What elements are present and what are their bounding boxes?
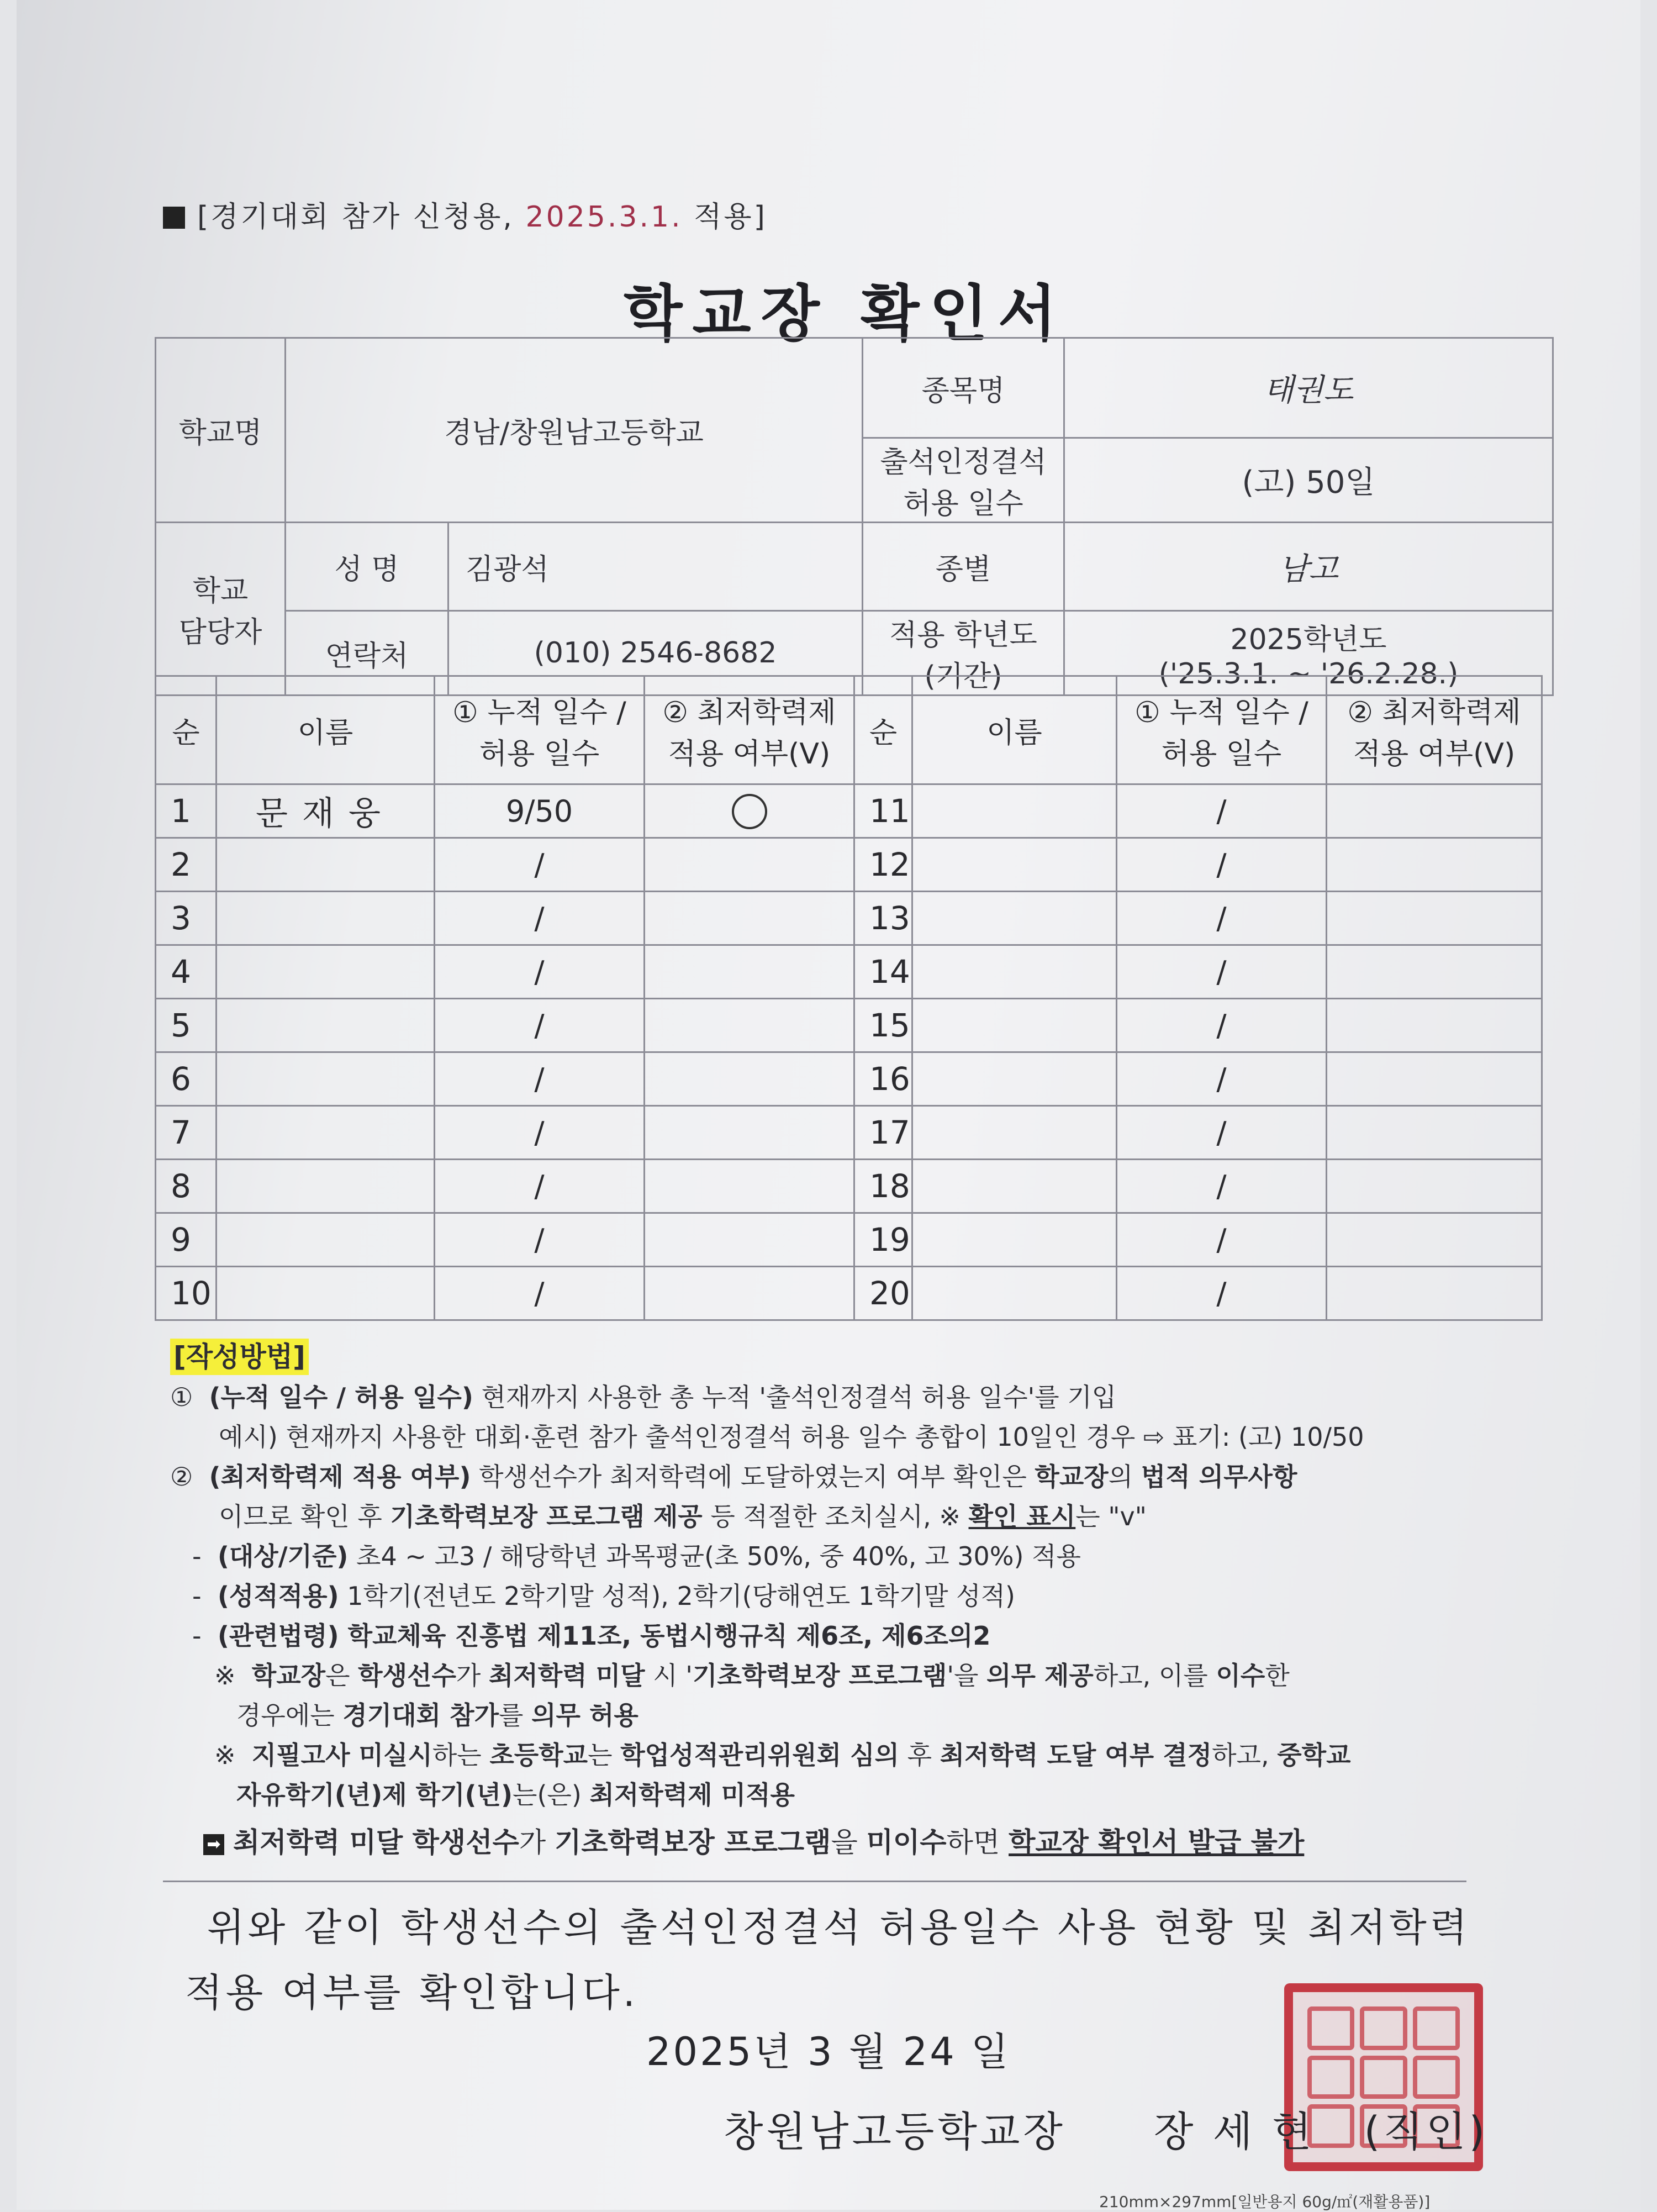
student-name <box>912 1052 1117 1106</box>
year-label: 적용 학년도 (기간) <box>863 611 1064 696</box>
paper-spec-footer: 210mm×297mm[일반용지 60g/㎡(재활용품)] <box>1099 2193 1431 2211</box>
cumulative-days: / <box>1117 1052 1327 1106</box>
student-name <box>217 892 435 945</box>
cumulative-days: / <box>435 1213 645 1267</box>
cumulative-days: / <box>435 1052 645 1106</box>
sport-value: 태권도 <box>1064 338 1553 438</box>
table-row <box>156 1052 1542 1106</box>
row-number: 2 <box>156 838 217 892</box>
circle-mark-icon <box>732 794 767 829</box>
header-name: 이름 <box>912 676 1117 784</box>
table-row <box>156 1160 1542 1213</box>
header-days: ① 누적 일수 / 허용 일수 <box>435 676 645 784</box>
table-row <box>156 1267 1542 1320</box>
cumulative-days: / <box>435 1267 645 1320</box>
manager-label: 학교 담당자 <box>156 523 286 696</box>
instruction-1: ① (누적 일수 / 허용 일수) 현재까지 사용한 총 누적 '출석인정결석 허용 일수'를 기입 <box>170 1382 1117 1412</box>
student-name <box>217 999 435 1052</box>
note-2-cont: 자유학기(년)제 학기(년)는(은) 최저학력제 미적용 <box>236 1780 795 1810</box>
row-number: 20 <box>854 1267 912 1320</box>
cumulative-days: / <box>1117 1213 1327 1267</box>
row-number: 14 <box>854 945 912 999</box>
min-academic-check <box>645 1106 854 1160</box>
document-title: 학교장 확인서 <box>624 278 1067 349</box>
divider <box>163 1881 1466 1882</box>
type-label: 종별 <box>863 523 1064 611</box>
cumulative-days: / <box>435 892 645 945</box>
document-sheet <box>17 0 1640 2210</box>
info-table <box>155 337 1554 696</box>
row-number: 7 <box>156 1106 217 1160</box>
instruction-1-example: 예시) 현재까지 사용한 대회·훈련 참가 출석인정결석 허용 일수 총합이 10일인 경우 ⇨ 표기: (고) 10/50 <box>219 1422 1364 1452</box>
min-academic-check <box>1327 1267 1542 1320</box>
row-number: 6 <box>156 1052 217 1106</box>
roster-table <box>155 675 1543 1321</box>
instructions-heading: [작성방법] <box>170 1339 309 1375</box>
cumulative-days: / <box>1117 1160 1327 1213</box>
student-name <box>912 1213 1117 1267</box>
row-number: 9 <box>156 1213 217 1267</box>
cumulative-days: / <box>1117 1267 1327 1320</box>
final-warning: ➡ 최저학력 미달 학생선수가 기초학력보장 프로그램을 미이수하면 학교장 확인서 발급 불가 <box>170 1823 1529 1862</box>
min-academic-check <box>1327 945 1542 999</box>
sign-date: 2025년 3 월 24 일 <box>646 2029 1011 2074</box>
cumulative-days: / <box>1117 945 1327 999</box>
header-min-academic: ② 최저학력제 적용 여부(V) <box>1327 676 1542 784</box>
table-row <box>156 999 1542 1052</box>
year-value: 2025학년도 ('25.3.1. ~ '26.2.28.) <box>1064 611 1553 696</box>
confirmation-statement: 위와 같이 학생선수의 출석인정결석 허용일수 사용 현황 및 최저학력 적용 여부를 확인합니다. <box>185 1905 1471 2015</box>
table-row <box>156 784 1542 838</box>
student-name <box>217 1106 435 1160</box>
instruction-2-cont: 이므로 확인 후 기초학력보장 프로그램 제공 등 적절한 조치실시, ※ 확인 표시는 "v" <box>219 1502 1147 1531</box>
cumulative-days: / <box>435 999 645 1052</box>
row-number: 11 <box>854 784 912 838</box>
note-2: ※ 지필고사 미실시하는 초등학교는 학업성적관리위원회 심의 후 최저학력 도달 여부 결정하고, 중학교 <box>214 1740 1351 1770</box>
row-number: 8 <box>156 1160 217 1213</box>
student-name <box>217 1052 435 1106</box>
min-academic-check <box>645 784 854 838</box>
student-name <box>217 945 435 999</box>
row-number: 18 <box>854 1160 912 1213</box>
manager-name-value: 김광석 <box>448 523 863 611</box>
min-academic-check <box>645 1213 854 1267</box>
type-value: 남고 <box>1064 523 1553 611</box>
table-row <box>156 892 1542 945</box>
row-number: 15 <box>854 999 912 1052</box>
header-min-academic: ② 최저학력제 적용 여부(V) <box>645 676 854 784</box>
student-name <box>217 1267 435 1320</box>
row-number: 19 <box>854 1213 912 1267</box>
cumulative-days: / <box>1117 892 1327 945</box>
sport-label: 종목명 <box>863 338 1064 438</box>
min-academic-check <box>1327 892 1542 945</box>
min-academic-check <box>1327 1106 1542 1160</box>
header-days: ① 누적 일수 / 허용 일수 <box>1117 676 1327 784</box>
cumulative-days: / <box>435 1106 645 1160</box>
instructions-section <box>170 1337 1529 1862</box>
row-number: 17 <box>854 1106 912 1160</box>
row-number: 16 <box>854 1052 912 1106</box>
cumulative-days: / <box>1117 838 1327 892</box>
cumulative-days: 9/50 <box>435 784 645 838</box>
row-number: 10 <box>156 1267 217 1320</box>
cumulative-days: / <box>435 838 645 892</box>
student-name <box>912 945 1117 999</box>
student-name <box>912 892 1117 945</box>
row-number: 13 <box>854 892 912 945</box>
related-law: - (관련법령) 학교체육 진흥법 제11조, 동법시행규칙 제6조, 제6조의2 <box>192 1621 991 1651</box>
table-row <box>156 1106 1542 1160</box>
student-name <box>217 838 435 892</box>
cumulative-days: / <box>435 945 645 999</box>
min-academic-check <box>645 945 854 999</box>
contact-label: 연락처 <box>286 611 448 696</box>
contact-value: (010) 2546-8682 <box>448 611 863 696</box>
student-name <box>217 1160 435 1213</box>
note-1-cont: 경우에는 경기대회 참가를 의무 허용 <box>236 1700 638 1730</box>
allowance-label: 출석인정결석 허용 일수 <box>863 438 1064 523</box>
min-academic-check <box>1327 784 1542 838</box>
student-name <box>912 1267 1117 1320</box>
row-number: 5 <box>156 999 217 1052</box>
signer-line <box>724 2099 1488 2158</box>
school-label: 학교명 <box>156 338 286 523</box>
row-number: 1 <box>156 784 217 838</box>
cumulative-days: / <box>1117 1106 1327 1160</box>
instruction-2: ② (최저학력제 적용 여부) 학생선수가 최저학력에 도달하였는지 여부 확인은 학교장의 법적 의무사항 <box>170 1462 1297 1492</box>
student-name <box>912 1160 1117 1213</box>
min-academic-check <box>1327 1052 1542 1106</box>
student-name <box>217 1213 435 1267</box>
min-academic-check <box>645 999 854 1052</box>
cumulative-days: / <box>1117 999 1327 1052</box>
student-name: 문재웅 <box>217 784 435 838</box>
table-row <box>156 838 1542 892</box>
header-no: 순 <box>854 676 912 784</box>
arrow-box-icon: ➡ <box>203 1834 224 1855</box>
school-value: 경남/창원남고등학교 <box>286 338 863 523</box>
min-academic-check <box>645 1052 854 1106</box>
row-number: 4 <box>156 945 217 999</box>
min-academic-check <box>645 1160 854 1213</box>
header-no: 순 <box>156 676 217 784</box>
header-name: 이름 <box>217 676 435 784</box>
student-name <box>912 838 1117 892</box>
min-academic-check <box>645 892 854 945</box>
allowance-value: (고) 50일 <box>1064 438 1553 523</box>
min-academic-check <box>645 1267 854 1320</box>
target-criteria: - (대상/기준) 초4 ~ 고3 / 해당학년 과목평균(초 50%, 중 40%, 고 30%) 적용 <box>192 1541 1081 1571</box>
row-number: 3 <box>156 892 217 945</box>
student-name <box>912 1106 1117 1160</box>
row-number: 12 <box>854 838 912 892</box>
form-usage-note: [경기대회 참가 신청용, 2025.3.1. 적용] <box>163 193 767 235</box>
min-academic-check <box>645 838 854 892</box>
student-name <box>912 999 1117 1052</box>
cumulative-days: / <box>1117 784 1327 838</box>
grade-application: - (성적적용) 1학기(전년도 2학기말 성적), 2학기(당해연도 1학기말 성적) <box>192 1581 1016 1611</box>
student-name <box>912 784 1117 838</box>
principal-title: 창원남고등학교장 <box>724 2108 1066 2156</box>
name-label: 성 명 <box>286 523 448 611</box>
min-academic-check <box>1327 1160 1542 1213</box>
principal-name: 장 세 현 <box>1153 2108 1315 2156</box>
min-academic-check <box>1327 1213 1542 1267</box>
note-1: ※ 학교장은 학생선수가 최저학력 미달 시 '기초학력보장 프로그램'을 의무 제공하고, 이를 이수한 <box>214 1661 1290 1690</box>
min-academic-check <box>1327 999 1542 1052</box>
min-academic-check <box>1327 838 1542 892</box>
table-row <box>156 945 1542 999</box>
square-bullet-icon <box>163 207 185 229</box>
seal-label: (직인) <box>1364 2108 1489 2156</box>
cumulative-days: / <box>435 1160 645 1213</box>
table-row <box>156 1213 1542 1267</box>
